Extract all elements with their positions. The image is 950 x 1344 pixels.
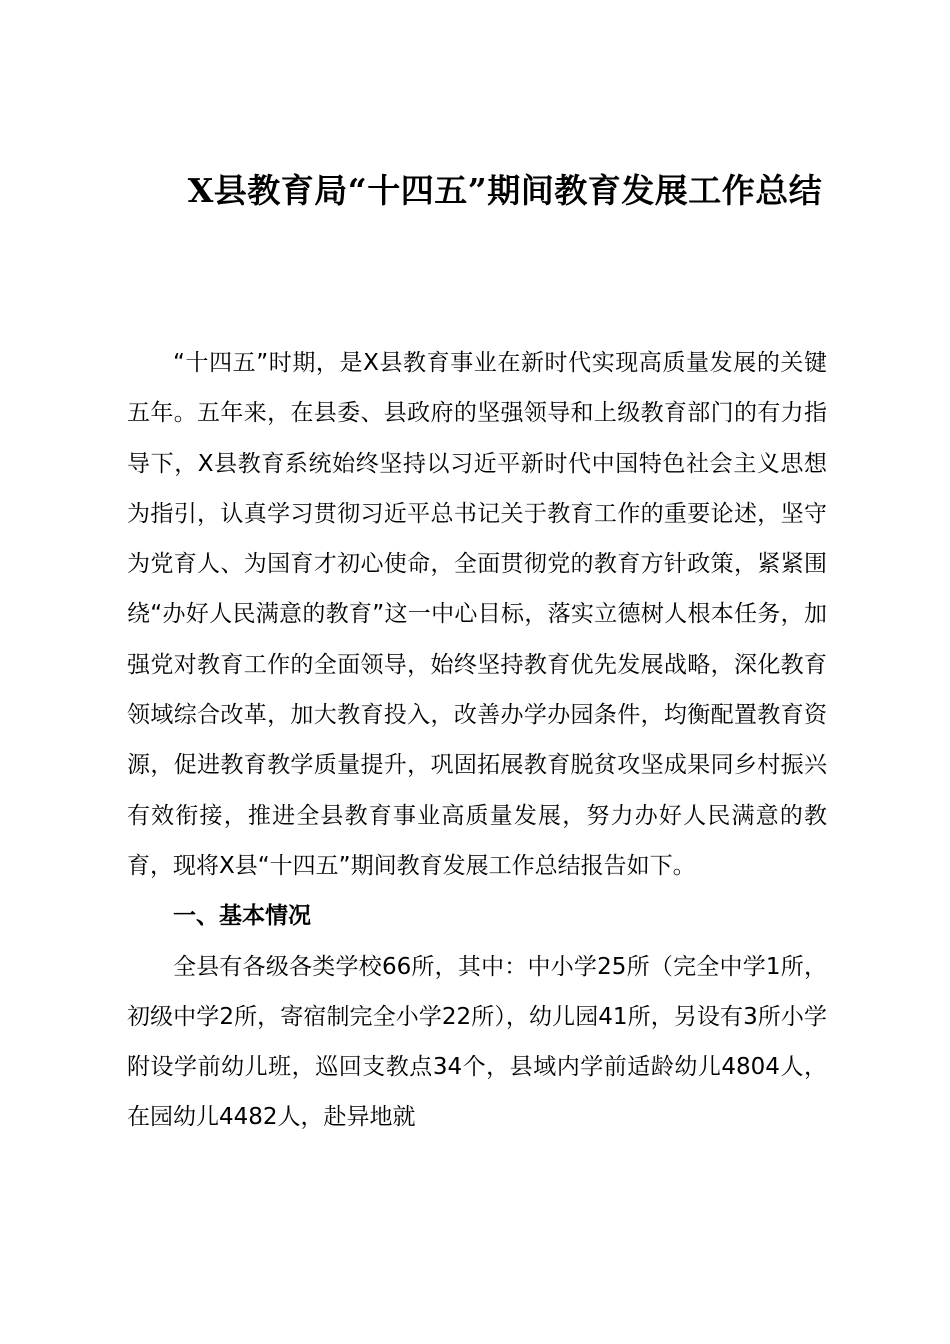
document-title: X县教育局“十四五”期间教育发展工作总结 xyxy=(187,171,823,210)
section-heading: 一、基本情况 xyxy=(173,903,311,930)
document-body xyxy=(127,338,827,1143)
section-paragraph: 全县有各级各类学校66所，其中：中小学25所（完全中学1所，初级中学2所，寄宿制完全小学22所），幼儿园41所，另设有3所小学附设学前幼儿班，巡回支教点34个，县域内学前适龄幼儿4804人，在园幼儿4482人，赴异地就 xyxy=(127,953,827,1131)
intro-paragraph: “十四五”时期，是X县教育事业在新时代实现高质量发展的关键五年。五年来，在县委、县政府的坚强领导和上级教育部门的有力指导下，X县教育系统始终坚持以习近平新时代中国特色社会主义思想为指引，认真学习贯彻习近平总书记关于教育工作的重要论述，坚守为党育人、为国育才初心使命，全面贯彻党的教育方针政策，紧紧围绕“办好人民满意的教育”这一中心目标，落实立德树人根本任务，加强党对教育工作的全面领导，始终坚持教育优先发展战略，深化教育领域综合改革，加大教育投入，改善办学办园条件，均衡配置教育资源，促进教育教学质量提升，巩固拓展教育脱贫攻坚成果同乡村振兴有效衔接，推进全县教育事业高质量发展，努力办好人民满意的教育，现将X县“十四五”期间教育发展工作总结报告如下。 xyxy=(127,350,827,879)
